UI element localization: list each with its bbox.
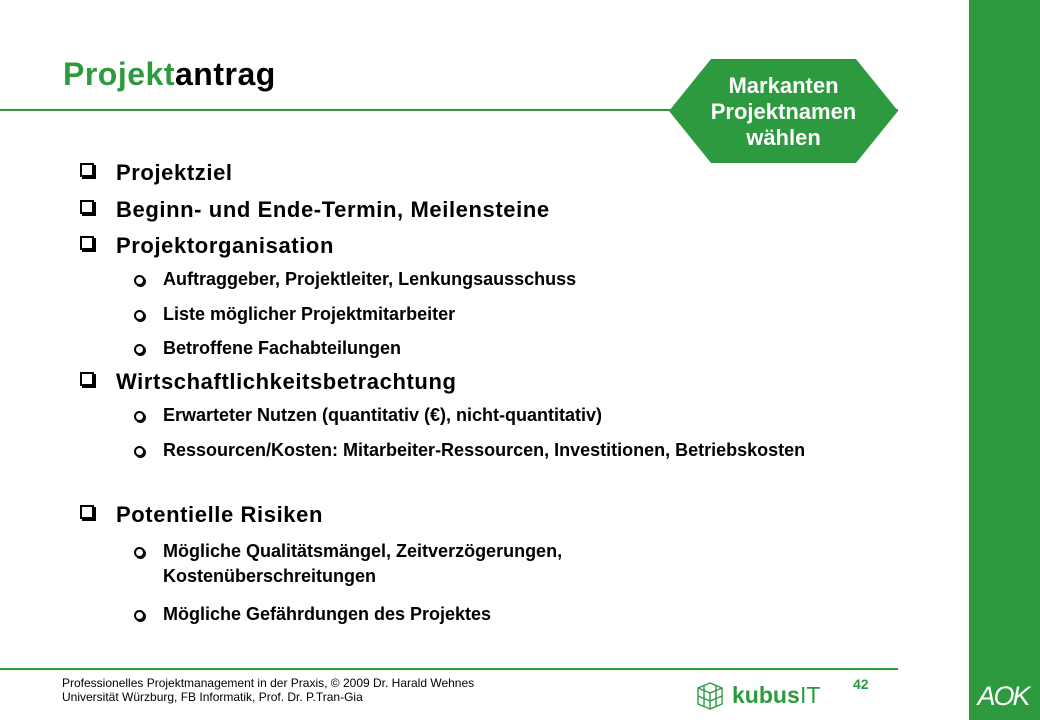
bullet-item: Projektorganisation — [80, 233, 334, 259]
footer-line-1: Professionelles Projektmanagement in der Praxis, © 2009 Dr. Harald Wehnes — [62, 676, 475, 690]
circle-bullet-icon — [134, 310, 145, 321]
callout-line-1: Markanten — [728, 73, 839, 98]
callout-text — [669, 73, 898, 151]
footer-line-2: Universität Würzburg, FB Informatik, Prof. Dr. P.Tran-Gia — [62, 690, 363, 704]
sub-bullet-item: Auftraggeber, Projektleiter, Lenkungsausschuss — [131, 267, 576, 292]
sub-bullet-item: Mögliche Gefährdungen des Projektes — [131, 602, 491, 627]
sub-bullet-item: Ressourcen/Kosten: Mitarbeiter-Ressourcen, Investitionen, Betriebskosten — [131, 438, 831, 463]
checkbox-bullet-icon — [80, 372, 94, 386]
checkbox-bullet-icon — [80, 505, 94, 519]
circle-bullet-icon — [134, 344, 145, 355]
kubus-logo-suffix: IT — [800, 682, 821, 708]
footer-text — [62, 676, 474, 704]
page-number: 42 — [853, 676, 869, 692]
checkbox-bullet-icon — [80, 236, 94, 250]
title-black-part: antrag — [174, 56, 276, 92]
sub-bullet-item: Erwarteter Nutzen (quantitativ (€), nicht-quantitativ) — [131, 403, 602, 428]
slide-title — [63, 56, 276, 93]
circle-bullet-icon — [134, 275, 145, 286]
bullet-item: Wirtschaftlichkeitsbetrachtung — [80, 369, 457, 395]
circle-bullet-icon — [134, 610, 145, 621]
checkbox-bullet-icon — [80, 200, 94, 214]
bullet-item: Projektziel — [80, 160, 233, 186]
footer-divider — [0, 668, 898, 670]
sub-bullet-item: Liste möglicher Projektmitarbeiter — [131, 302, 455, 327]
sub-bullet-item: Mögliche Qualitätsmängel, Zeitverzögerungen, Kostenüberschreitungen — [131, 539, 731, 589]
checkbox-bullet-icon — [80, 163, 94, 177]
side-brand-bar — [969, 0, 1040, 720]
circle-bullet-icon — [134, 411, 145, 422]
bullet-item: Potentielle Risiken — [80, 502, 323, 528]
title-green-part: Projekt — [63, 56, 175, 92]
sub-bullet-item: Betroffene Fachabteilungen — [131, 336, 401, 361]
aok-logo: AOK — [977, 681, 1029, 711]
circle-bullet-icon — [134, 547, 145, 558]
circle-bullet-icon — [134, 446, 145, 457]
bullet-item: Beginn- und Ende-Termin, Meilensteine — [80, 197, 550, 223]
kubus-logo-word: kubus — [732, 682, 800, 708]
callout-line-3: wählen — [746, 125, 821, 150]
callout-line-2: Projektnamen — [710, 99, 857, 124]
